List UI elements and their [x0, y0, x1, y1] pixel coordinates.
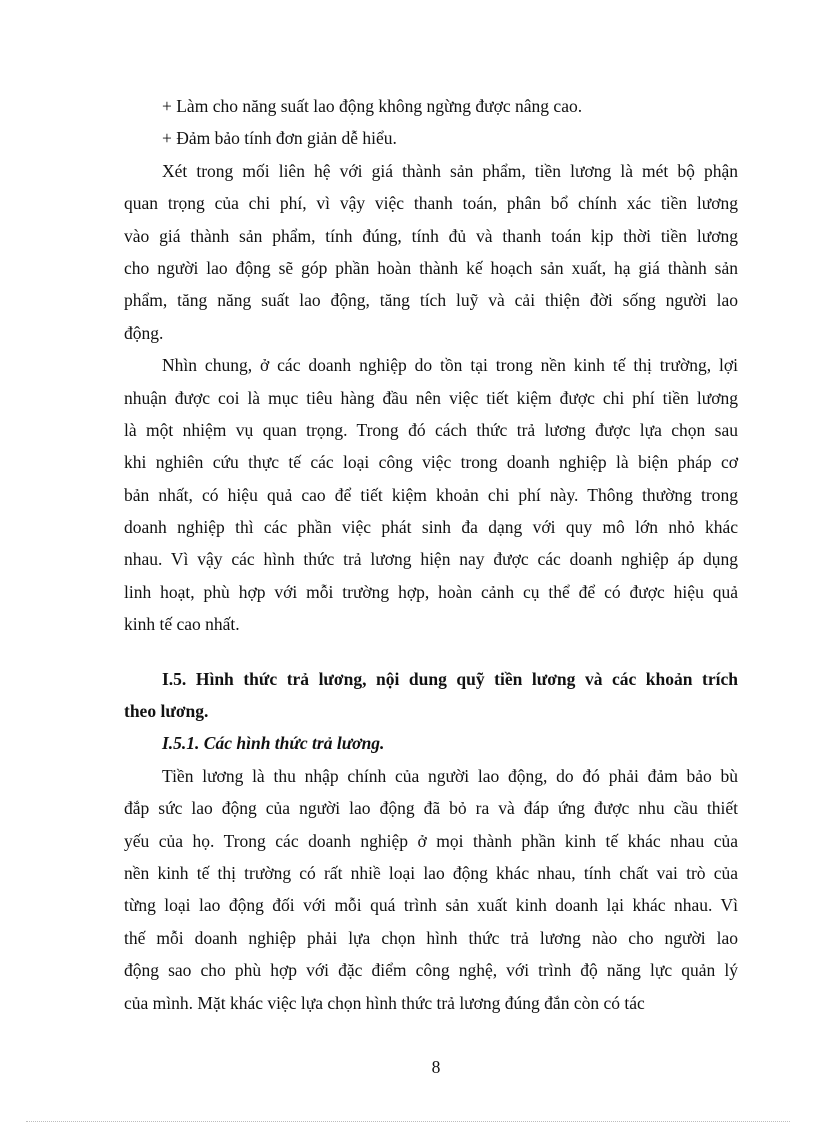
text-line: bản nhất, có hiệu quả cao để tiết kiệm khoản chi phí này. Thông thường trong: [124, 484, 738, 505]
text-line: nền kinh tế thị trường có rất nhiề loại lao động khác nhau, tính chất vai trò của: [124, 862, 738, 883]
text-line: linh hoạt, phù hợp với mỗi trường hợp, hoàn cảnh cụ thể để có được hiệu quả: [124, 581, 738, 602]
paragraph: [124, 349, 738, 641]
text-line: Xét trong mối liên hệ với giá thành sản phẩm, tiền lương là mét bộ phận: [162, 160, 738, 181]
text-line: doanh nghiệp thì các phần việc phát sinh đa dạng với quy mô lớn nhỏ khác: [124, 517, 738, 538]
bullet-line: + Đảm bảo tính đơn giản dễ hiểu.: [162, 128, 397, 149]
text-line: phẩm, tăng năng suất lao động, tăng tích luỹ và cải thiện đời sống người lao: [124, 290, 738, 311]
text-line: kinh tế cao nhất.: [124, 614, 240, 635]
text-line: từng loại lao động đối với mỗi quá trình sản xuất kinh doanh lại khác nhau. Vì: [124, 895, 738, 916]
paragraph: [124, 155, 738, 349]
paragraph: [124, 760, 738, 1019]
text-line: Tiền lương là thu nhập chính của người lao động, do đó phải đảm bảo bù: [162, 765, 738, 786]
text-line: thế mỗi doanh nghiệp phải lựa chọn hình thức trả lương nào cho người lao: [124, 927, 738, 948]
heading-line: I.5. Hình thức trả lương, nội dung quỹ tiền lương và các khoản trích: [162, 668, 738, 689]
section-heading: [124, 663, 738, 728]
text-line: động.: [124, 322, 164, 343]
page-number: 8: [431, 1057, 441, 1077]
text-line: nhuận được coi là mục tiêu hàng đầu nên việc tiết kiệm được chi phí tiền lương: [124, 387, 738, 408]
text-line: đắp sức lao động của người lao động đã bỏ ra và đáp ứng được nhu cầu thiết: [124, 798, 738, 819]
heading-line: theo lương.: [124, 701, 209, 722]
text-line: Nhìn chung, ở các doanh nghiệp do tồn tại trong nền kinh tế thị trường, lợi: [162, 355, 738, 376]
text-line: yếu của họ. Trong các doanh nghiệp ở mọi thành phần kinh tế khác nhau của: [124, 830, 738, 851]
text-line: cho người lao động sẽ góp phần hoàn thành kế hoạch sản xuất, hạ giá thành sản: [124, 257, 738, 278]
text-line: động sao cho phù hợp với đặc điểm công nghệ, với trình độ năng lực quản lý: [124, 960, 738, 981]
text-line: quan trọng của chi phí, vì vậy việc thanh toán, phân bổ chính xác tiền lương: [124, 193, 738, 214]
section-gap: [124, 641, 738, 663]
text-line: nhau. Vì vậy các hình thức trả lương hiện nay được các doanh nghiệp áp dụng: [124, 549, 738, 570]
bullet-line: + Làm cho năng suất lao động không ngừng được nâng cao.: [162, 96, 583, 116]
subsection-heading: I.5.1. Các hình thức trả lương.: [162, 733, 385, 754]
page-body: [124, 90, 738, 1019]
page-bottom-divider: [26, 1121, 790, 1122]
text-line: vào giá thành sản phẩm, tính đúng, tính đủ và thanh toán kịp thời tiền lương: [124, 225, 738, 246]
text-line: khi nghiên cứu thực tế các loại công việc trong doanh nghiệp là biện pháp cơ: [124, 452, 738, 473]
text-line: là một nhiệm vụ quan trọng. Trong đó cách thức trả lương được lựa chọn sau: [124, 419, 738, 440]
text-line: của mình. Mặt khác việc lựa chọn hình thức trả lương đúng đắn còn có tác: [124, 992, 645, 1013]
